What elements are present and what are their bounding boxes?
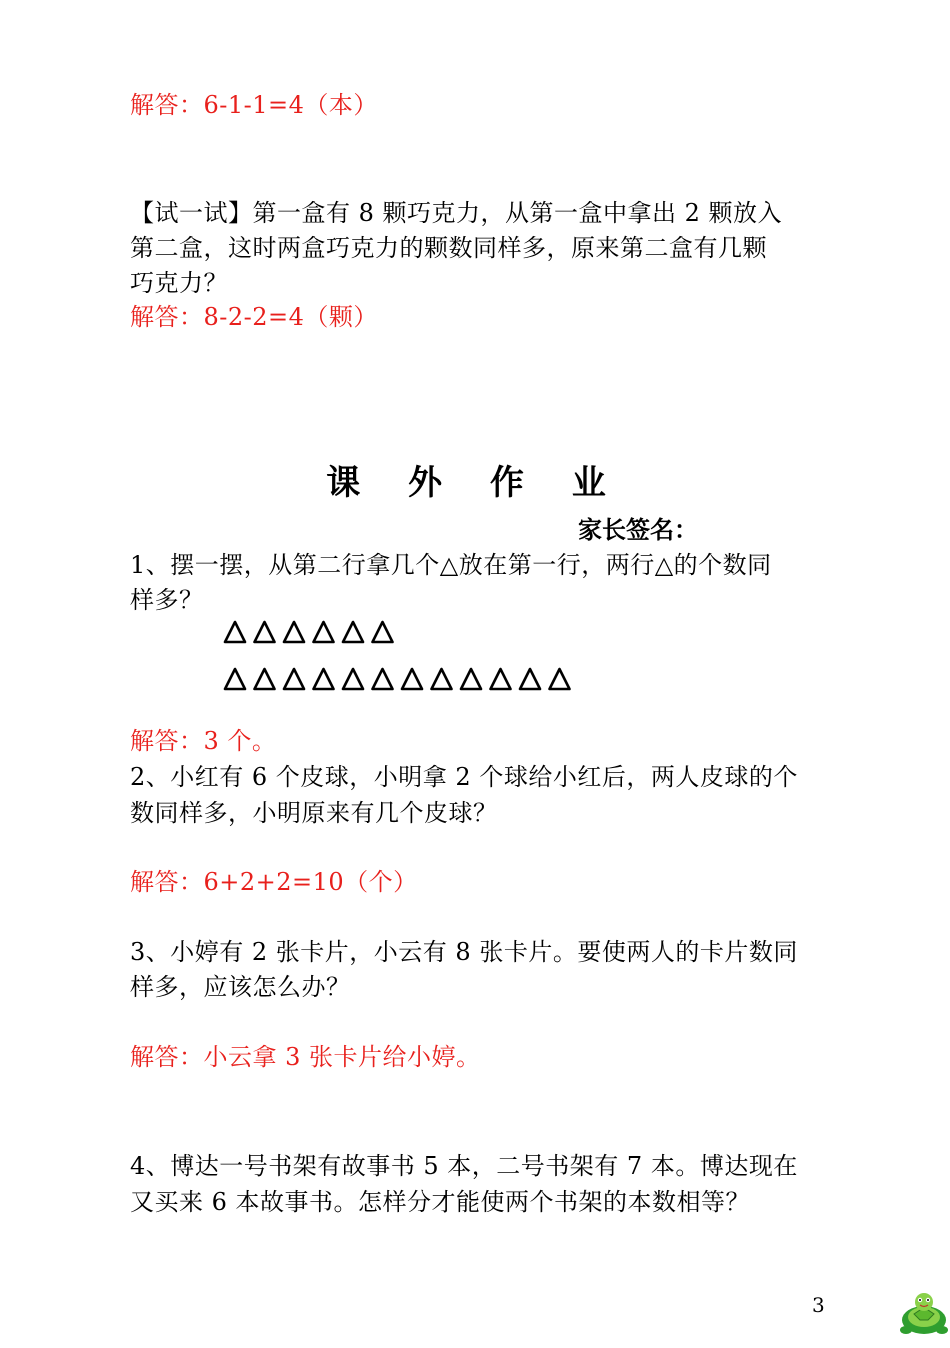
triangle-icon xyxy=(284,669,304,689)
triangle-row-1 xyxy=(222,618,402,648)
page-number: 3 xyxy=(812,1293,825,1317)
q2-answer: 解答：6+2+2=10（个） xyxy=(130,868,418,896)
triangle-icon xyxy=(373,669,393,689)
triangle-icon xyxy=(225,669,245,689)
homework-title: 课 外 作 业 xyxy=(326,463,624,503)
q1-answer: 解答：3 个。 xyxy=(130,727,277,755)
prev-answer: 解答：6-1-1=4（本） xyxy=(130,91,378,119)
triangle-icon xyxy=(491,669,511,689)
triangle-icon xyxy=(314,622,334,642)
triangle-icon xyxy=(432,669,452,689)
triangle-icon xyxy=(402,669,422,689)
triangle-icon xyxy=(373,622,393,642)
q3-answer: 解答：小云拿 3 张卡片给小婷。 xyxy=(130,1043,481,1071)
triangle-icon xyxy=(314,669,334,689)
triangle-icon xyxy=(255,622,275,642)
try-it-line-2: 第二盒，这时两盒巧克力的颗数同样多，原来第二盒有几颗 xyxy=(130,234,767,262)
triangle-icon xyxy=(520,669,540,689)
q4-line-2: 又买来 6 本故事书。怎样分才能使两个书架的本数相等？ xyxy=(130,1188,751,1216)
triangle-icon xyxy=(284,622,304,642)
triangle-icon xyxy=(550,669,570,689)
turtle-icon xyxy=(898,1290,950,1338)
triangle-icon xyxy=(461,669,481,689)
q2-line-1: 2、小红有 6 个皮球，小明拿 2 个球给小红后，两人皮球的个 xyxy=(130,763,798,791)
q3-line-1: 3、小婷有 2 张卡片，小云有 8 张卡片。要使两人的卡片数同 xyxy=(130,938,798,966)
q3-line-2: 样多，应该怎么办？ xyxy=(130,973,351,1001)
triangle-icon xyxy=(343,669,363,689)
triangle-row-2 xyxy=(222,665,582,695)
try-it-line-1: 【试一试】第一盒有 8 颗巧克力，从第一盒中拿出 2 颗放入 xyxy=(130,199,783,227)
q2-line-2: 数同样多，小明原来有几个皮球？ xyxy=(130,799,498,827)
parent-signature-label: 家长签名： xyxy=(578,516,698,544)
q1-line-2: 样多？ xyxy=(130,586,204,614)
try-it-line-3: 巧克力？ xyxy=(130,269,228,297)
triangle-icon xyxy=(255,669,275,689)
triangle-icon xyxy=(225,622,245,642)
q4-line-1: 4、博达一号书架有故事书 5 本，二号书架有 7 本。博达现在 xyxy=(130,1152,798,1180)
triangle-icon xyxy=(343,622,363,642)
try-it-answer: 解答：8-2-2=4（颗） xyxy=(130,303,378,331)
q1-line-1: 1、摆一摆，从第二行拿几个△放在第一行，两行△的个数同 xyxy=(130,551,772,579)
